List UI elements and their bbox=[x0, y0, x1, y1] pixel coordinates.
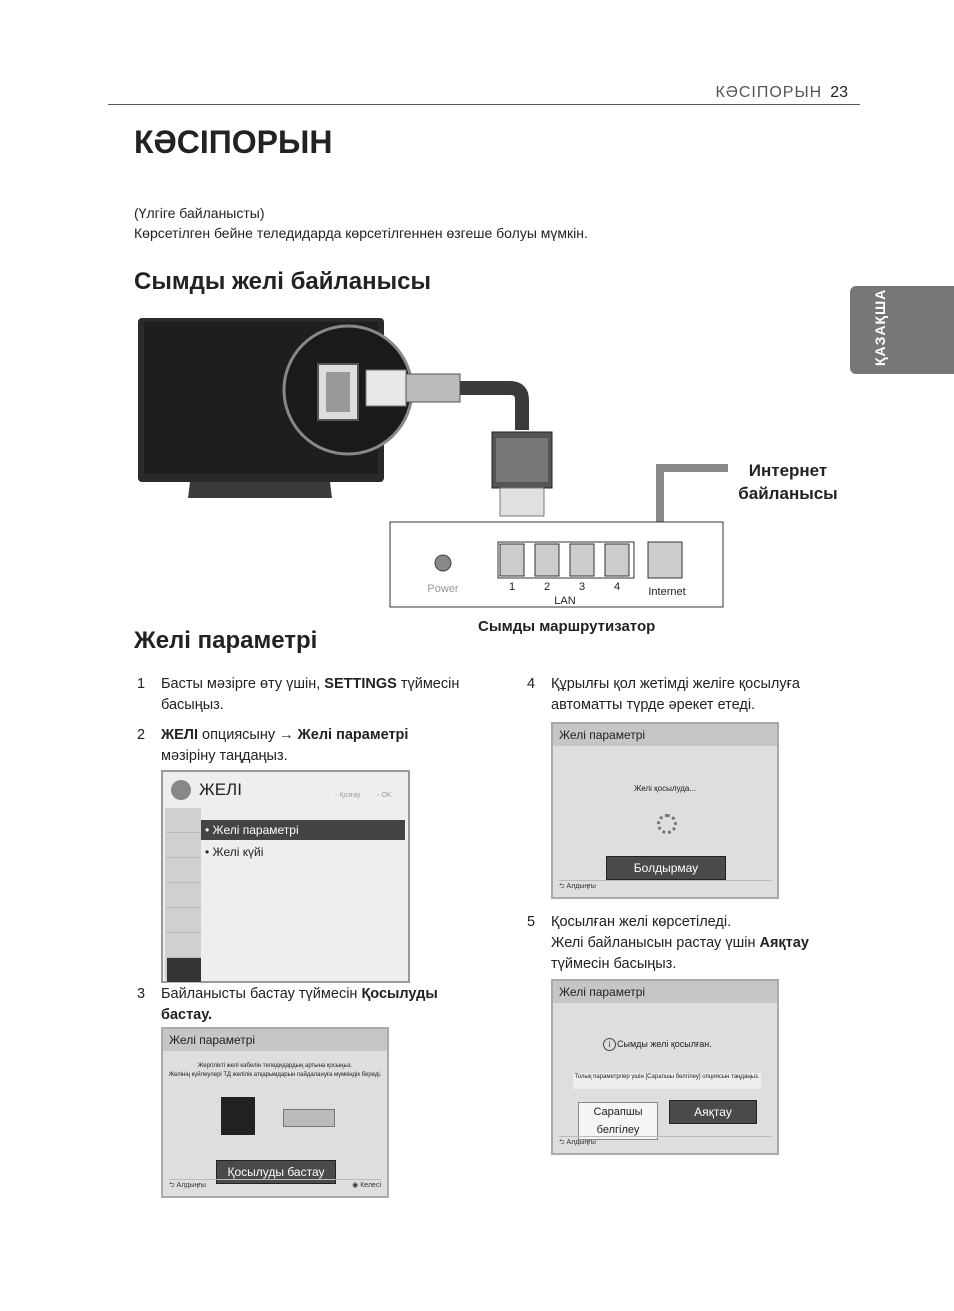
connected-screenshot bbox=[551, 979, 779, 1155]
step-5-number: 5 bbox=[527, 914, 536, 930]
screen3-message-2: Желінің күйлеулері ТД желілік атқарымдарын пайдалануға мүмкіндік береді. bbox=[168, 1072, 382, 1078]
step-5 bbox=[527, 912, 857, 978]
globe-icon bbox=[171, 780, 191, 800]
cancel-button[interactable]: Болдырмау bbox=[606, 856, 726, 880]
lan-port-zoom-icon bbox=[284, 326, 460, 454]
screen4-title: Желі параметрі bbox=[553, 724, 777, 746]
menu-item-network-status[interactable]: • Желі күйі bbox=[205, 845, 264, 859]
step-2-text-a: ЖЕЛІ bbox=[161, 727, 198, 743]
ethernet-cable bbox=[460, 388, 522, 430]
screen3-next[interactable]: ◉ Келесі bbox=[352, 1182, 381, 1189]
option-icon[interactable] bbox=[167, 933, 201, 958]
tv-back-icon bbox=[221, 1097, 255, 1135]
step-2-text-c: Желі параметрі bbox=[297, 727, 409, 743]
screen3-title: Желі параметрі bbox=[163, 1029, 387, 1051]
step-3-number: 3 bbox=[137, 986, 146, 1002]
running-header bbox=[716, 84, 849, 102]
language-tab bbox=[850, 286, 954, 374]
step-4-text-a: Құрылғы қол жетімді желіге қосылуға bbox=[551, 676, 800, 692]
page-title: КӘСІПОРЫН bbox=[134, 124, 333, 160]
screen4-message: Желі қосылуда... bbox=[633, 784, 697, 793]
menu-title: ЖЕЛІ bbox=[199, 780, 242, 799]
finish-button[interactable]: Аяқтау bbox=[669, 1100, 757, 1124]
screen3-back[interactable]: ⮌ Алдыңғы bbox=[169, 1182, 206, 1189]
settings-heading: Желі параметрі bbox=[134, 627, 318, 654]
step-2-text-d: мәзіріну таңдаңыз. bbox=[161, 748, 288, 764]
screen3-message-1: Жергілікті желі кабелін теледидардың артына қосыңыз. bbox=[197, 1063, 353, 1069]
step-5-text-a: Қосылған желі көрсетіледі. bbox=[551, 914, 732, 930]
language-tab-label: ҚАЗАҚША bbox=[872, 288, 888, 366]
step-5-text-c: Аяқтау bbox=[759, 935, 809, 951]
step-5-text-b: Желі байланысын растау үшін bbox=[551, 935, 760, 951]
internet-label-2: байланысы bbox=[738, 484, 838, 503]
intro-line-2: Көрсетілген бейне теледидарда көрсетілгеннен өзгеше болуы мүмкін. bbox=[134, 225, 588, 241]
internet-port-label: Internet bbox=[648, 586, 686, 598]
screen5-back[interactable]: ⮌ Алдыңғы bbox=[559, 1139, 596, 1146]
connect-start-screenshot bbox=[161, 1027, 389, 1198]
wired-connection-diagram bbox=[130, 310, 850, 640]
picture-icon[interactable] bbox=[167, 808, 201, 833]
step-4-text-b: автоматты түрде әрекет етеді. bbox=[551, 697, 756, 713]
step-3-text-c: бастау. bbox=[161, 1007, 213, 1023]
hint-ok: ◦ OK bbox=[377, 792, 392, 799]
step-1-number: 1 bbox=[137, 676, 146, 692]
step-3-text-b: Қосылуды bbox=[361, 986, 438, 1002]
port-label-2: 2 bbox=[543, 581, 551, 593]
menu-item-network-setting[interactable]: • Желі параметрі bbox=[201, 820, 405, 840]
internet-label-1: Интернет bbox=[748, 461, 828, 480]
loading-spinner-icon bbox=[657, 814, 677, 834]
intro-text bbox=[134, 203, 588, 243]
lock-icon[interactable] bbox=[167, 908, 201, 933]
screen5-note: Толық параметрлер үшін [Сарапшы белгілеу] опциясын таңдаңыз. bbox=[573, 1073, 761, 1089]
port-label-4: 4 bbox=[613, 581, 621, 593]
time-icon[interactable] bbox=[167, 883, 201, 908]
internet-line bbox=[660, 468, 728, 528]
lan-label: LAN bbox=[554, 595, 576, 607]
step-1-settings-key: SETTINGS bbox=[324, 676, 397, 692]
router-caption: Сымды маршрутизатор bbox=[478, 618, 656, 635]
step-3-text-a: Байланысты бастау түймесін bbox=[161, 986, 362, 1002]
network-icon[interactable] bbox=[167, 958, 201, 983]
power-label: Power bbox=[427, 583, 459, 595]
port-label-1: 1 bbox=[508, 581, 516, 593]
running-header-section: КӘСІПОРЫН bbox=[715, 84, 823, 101]
header-rule bbox=[108, 104, 860, 105]
expert-setting-button[interactable]: Сарапшы белгілеу bbox=[578, 1102, 658, 1140]
step-2-text-b: опциясыну → bbox=[197, 727, 298, 743]
step-1-text-c: түймесін bbox=[396, 676, 460, 692]
step-2-number: 2 bbox=[137, 727, 146, 743]
menu-icon-column bbox=[165, 808, 201, 980]
step-1 bbox=[137, 674, 507, 718]
step-4-number: 4 bbox=[527, 676, 536, 692]
step-5-text-d: түймесін басыңыз. bbox=[551, 956, 677, 972]
port-label-3: 3 bbox=[578, 581, 586, 593]
step-1-text-d: басыңыз. bbox=[161, 697, 224, 713]
info-icon: i bbox=[603, 1038, 616, 1051]
network-menu-screenshot bbox=[161, 770, 410, 983]
screen5-message: Сымды желі қосылған. bbox=[617, 1039, 712, 1049]
hint-move: ◦ Қозғау bbox=[335, 792, 361, 799]
step-3 bbox=[137, 984, 507, 1028]
ethernet-plug-icon bbox=[492, 432, 552, 516]
intro-line-1: (Үлгіге байланысты) bbox=[134, 205, 265, 221]
step-2 bbox=[137, 725, 507, 769]
screen4-back[interactable]: ⮌ Алдыңғы bbox=[559, 883, 596, 890]
page-number: 23 bbox=[830, 84, 848, 101]
step-1-text-a: Басты мәзірге өту үшін, bbox=[161, 676, 325, 692]
step-4 bbox=[527, 674, 857, 718]
lan-plug-icon bbox=[283, 1109, 335, 1127]
connecting-screenshot bbox=[551, 722, 779, 899]
wired-heading: Сымды желі байланысы bbox=[134, 268, 431, 295]
setup-icon[interactable] bbox=[167, 858, 201, 883]
connect-start-button[interactable]: Қосылуды бастау bbox=[216, 1160, 336, 1184]
screen5-title: Желі параметрі bbox=[553, 981, 777, 1003]
audio-icon[interactable] bbox=[167, 833, 201, 858]
